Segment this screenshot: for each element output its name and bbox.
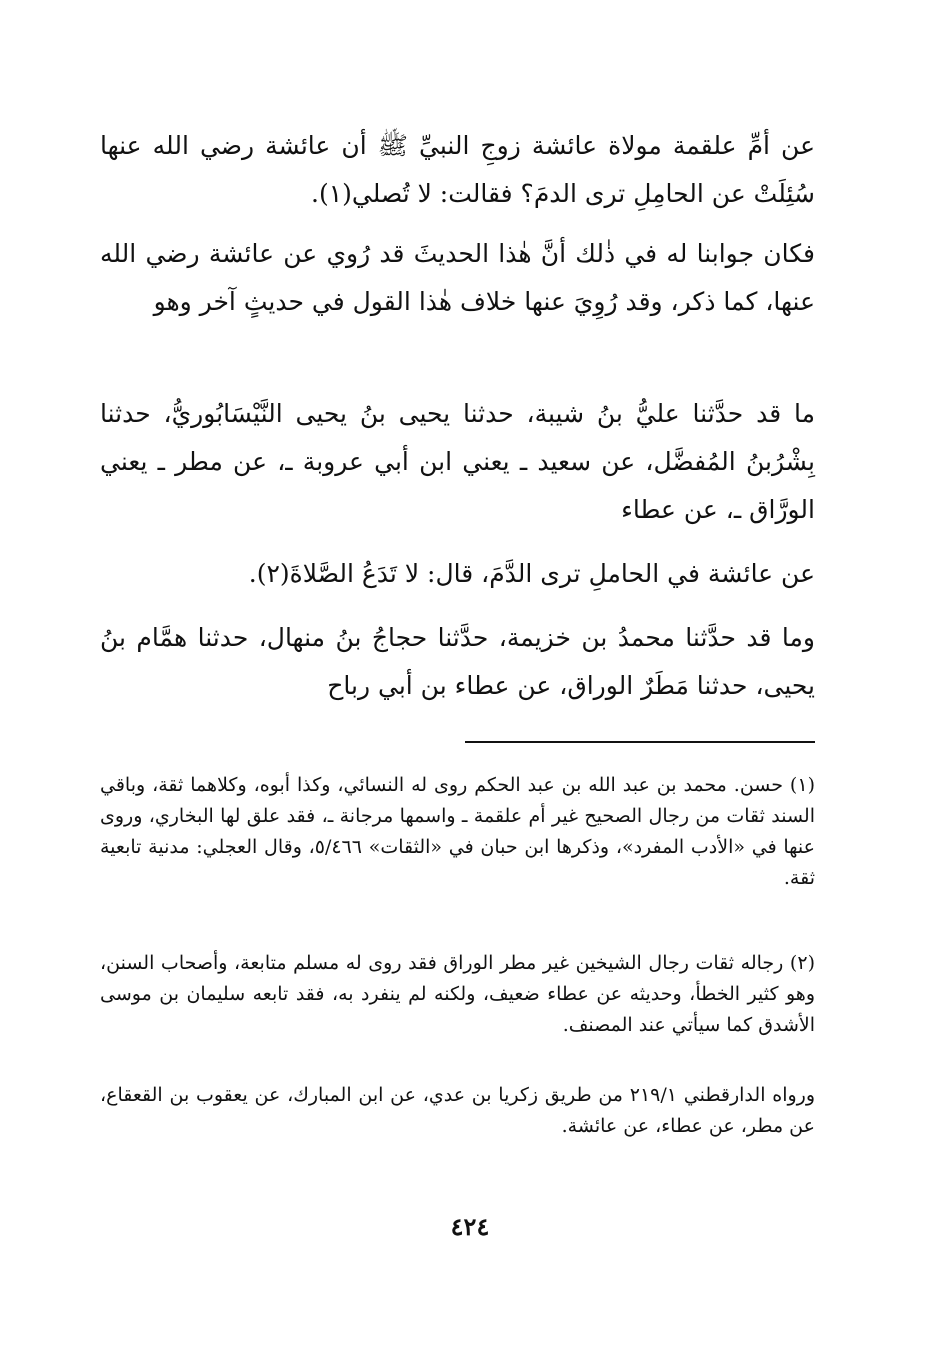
paragraph-text: فكان جوابنا له في ذٰلك أنَّ هٰذا الحديثَ قد رُوي عن عائشة رضي الله عنها، كما ذكر، وقد رُوِيَ عنها خلاف هٰذا القول في حديثٍ آخر وهو bbox=[100, 239, 815, 316]
paragraph-text: ما قد حدَّثنا عليُّ بنُ شيبة، حدثنا يحيى بنُ يحيى النَّيْسَابُوريُّ، حدثنا بِشْرُبنُ المُفضَّل، عن سعيد ـ يعني ابن أبي عروبة ـ، عن مطر ـ يعني الورَّاق ـ، عن عطاء bbox=[100, 399, 815, 524]
paragraph-text: عن أمِّ علقمة مولاة عائشة زوجِ النبيِّ ﷺ أن عائشة رضي الله عنها سُئِلَتْ عن الحامِلِ ترى الدمَ؟ فقالت: لا تُصلي(١). bbox=[100, 131, 815, 208]
main-paragraph-2 bbox=[100, 230, 815, 326]
footnote-1 bbox=[100, 770, 815, 894]
page-number: ٤٢٤ bbox=[450, 1212, 490, 1241]
footnote-separator bbox=[465, 741, 815, 743]
paragraph-text: وما قد حدَّثنا محمدُ بن خزيمة، حدَّثنا حجاجُ بنُ منهال، حدثنا همَّام بنُ يحيى، حدثنا مَطَرٌ الوراق، عن عطاء بن أبي رباح bbox=[100, 623, 815, 700]
footnote-2-continuation bbox=[100, 1080, 815, 1142]
main-paragraph-4 bbox=[100, 550, 815, 598]
paragraph-text: عن عائشة في الحاملِ ترى الدَّمَ، قال: لا تَدَعُ الصَّلاةَ(٢). bbox=[248, 559, 815, 588]
footnote-2 bbox=[100, 948, 815, 1041]
footnote-text: (٢) رجاله ثقات رجال الشيخين غير مطر الوراق فقد روى له مسلم متابعة، وأصحاب السنن، وهو كثير الخطأ، وحديثه عن عطاء ضعيف، ولكنه لم ينفرد به، فقد تابعه سليمان بن موسى الأشدق كما سيأتي عند المصنف. bbox=[100, 952, 815, 1036]
footnote-text: (١) حسن. محمد بن عبد الله بن عبد الحكم روى له النسائي، وكذا أبوه، وكلاهما ثقة، وباقي السند ثقات من رجال الصحيح غير أم علقمة ـ واسمها مرجانة ـ، فقد علق لها البخاري، وروى عنها في «الأدب المفرد»، وذكرها ابن حبان في «الثقات» ٥/٤٦٦، وقال العجلي: مدنية تابعية ثقة. bbox=[100, 774, 815, 889]
main-paragraph-3 bbox=[100, 390, 815, 534]
main-paragraph-5 bbox=[100, 614, 815, 710]
footnote-text: ورواه الدارقطني ٢١٩/١ من طريق زكريا بن عدي، عن ابن المبارك، عن يعقوب بن القعقاع، عن مطر، عن عطاء، عن عائشة. bbox=[100, 1084, 815, 1137]
main-paragraph-1 bbox=[100, 122, 815, 218]
